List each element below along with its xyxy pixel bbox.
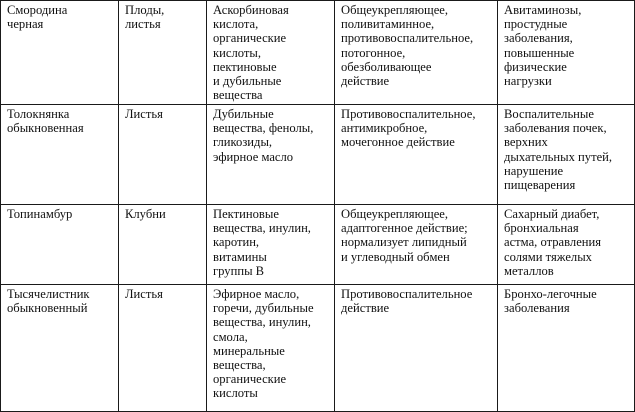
- part-cell: Листья: [119, 105, 207, 205]
- table-row: [1, 285, 635, 412]
- part-cell: Плоды, листья: [119, 1, 207, 105]
- substances-cell: Эфирное масло, горечи, дубильные вещества, инулин, смола, минеральные вещества, органические кислоты: [207, 285, 335, 412]
- table-row: [1, 1, 635, 105]
- plant-cell: Смородина черная: [1, 1, 119, 105]
- plant-cell: Толокнянка обыкновенная: [1, 105, 119, 205]
- plant-cell: Тысячелистник обыкновенный: [1, 285, 119, 412]
- table-row: [1, 205, 635, 285]
- substances-cell: Аскорбиновая кислота, органические кислоты, пектиновые и дубильные вещества: [207, 1, 335, 105]
- plant-cell: Топинамбур: [1, 205, 119, 285]
- action-cell: Общеукрепляющее, поливитаминное, противовоспалительное, потогонное, обезболивающее действие: [335, 1, 498, 105]
- action-cell: Противовоспалительное, антимикробное, мочегонное действие: [335, 105, 498, 205]
- action-cell: Общеукрепляющее, адаптогенное действие; нормализует липидный и углеводный обмен: [335, 205, 498, 285]
- action-cell: Противовоспалительное действие: [335, 285, 498, 412]
- indications-cell: Сахарный диабет, бронхиальная астма, отравления солями тяжелых металлов: [498, 205, 635, 285]
- indications-cell: Авитаминозы, простудные заболевания, повышенные физические нагрузки: [498, 1, 635, 105]
- part-cell: Клубни: [119, 205, 207, 285]
- part-cell: Листья: [119, 285, 207, 412]
- indications-cell: Бронхо-легочные заболевания: [498, 285, 635, 412]
- substances-cell: Дубильные вещества, фенолы, гликозиды, эфирное масло: [207, 105, 335, 205]
- substances-cell: Пектиновые вещества, инулин, каротин, витамины группы В: [207, 205, 335, 285]
- indications-cell: Воспалительные заболевания почек, верхних дыхательных путей, нарушение пищеварения: [498, 105, 635, 205]
- table-row: [1, 105, 635, 205]
